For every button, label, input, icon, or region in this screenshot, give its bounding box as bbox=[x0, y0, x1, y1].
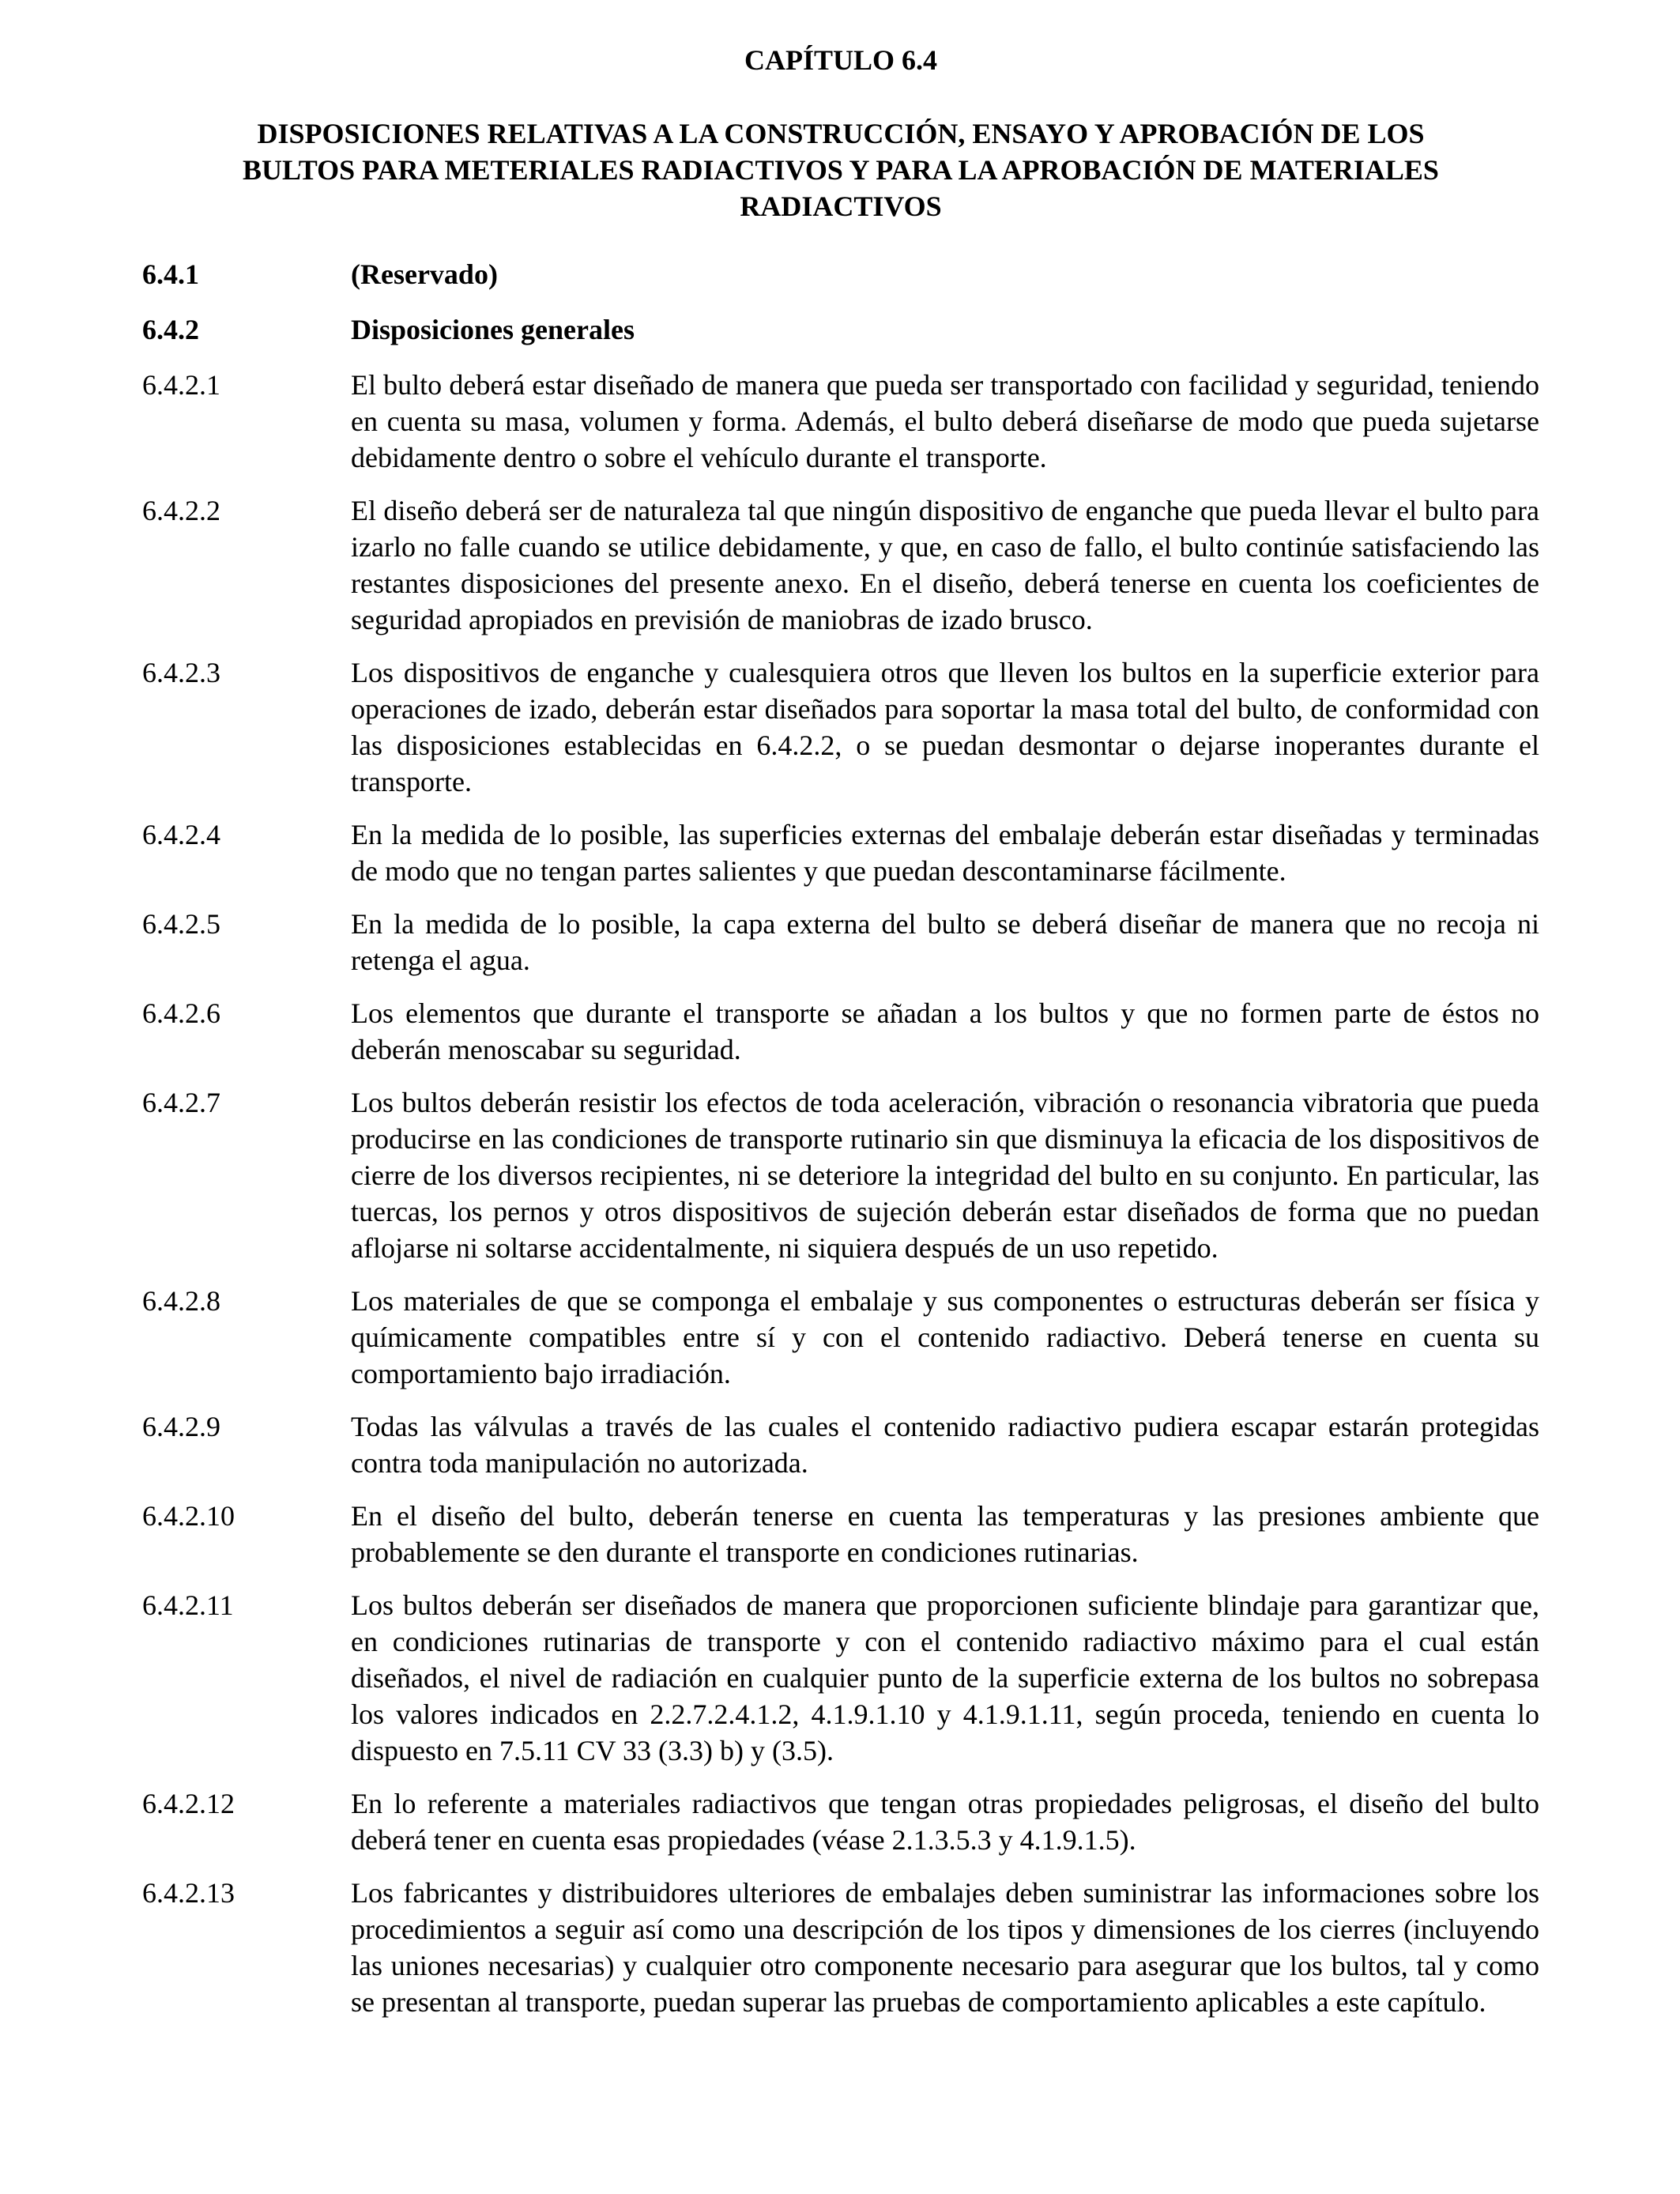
paragraph-text: En lo referente a materiales radiactivos que tengan otras propiedades peligrosas, el diseño del bulto deberá tener en cuenta esas propiedades (véase 2.1.3.5.3 y 4.1.9.1.5). bbox=[351, 1788, 1539, 1856]
paragraph-number: 6.4.2.11 bbox=[142, 1589, 234, 1621]
paragraph-number: 6.4.2.3 bbox=[142, 657, 220, 688]
paragraph-number: 6.4.2.2 bbox=[142, 495, 220, 526]
paragraph-text: Los elementos que durante el transporte se añadan a los bultos y que no formen parte de éstos no deberán menoscabar su seguridad. bbox=[351, 997, 1539, 1065]
paragraph-text: En la medida de lo posible, la capa externa del bulto se deberá diseñar de manera que no recoja ni retenga el agua. bbox=[351, 908, 1539, 976]
paragraph-text: El diseño deberá ser de naturaleza tal que ningún dispositivo de enganche que pueda llevar el bulto para izarlo no falle cuando se utilice debidamente, y que, en caso de fallo, el bulto continúe satisfaciendo las restantes disposiciones del presente anexo. En el diseño, deberá tenerse en cuenta los coeficientes de seguridad apropiados en previsión de maniobras de izado brusco. bbox=[351, 495, 1539, 635]
document-page bbox=[142, 35, 1539, 2037]
paragraph bbox=[142, 1283, 1539, 1392]
paragraph-text: Los fabricantes y distribuidores ulteriores de embalajes deben suministrar las informaciones sobre los procedimientos a seguir así como una descripción de los tipos y dimensiones de los cierres (incluyendo las uniones necesarias) y cualquier otro componente necesario para asegurar que los bultos, tal y como se presentan al transporte, puedan superar las pruebas de comportamiento aplicables a este capítulo. bbox=[351, 1877, 1539, 2018]
paragraph-number: 6.4.2.7 bbox=[142, 1087, 220, 1118]
paragraph-number: 6.4.2.6 bbox=[142, 997, 220, 1029]
paragraph-text: El bulto deberá estar diseñado de manera que pueda ser transportado con facilidad y seguridad, teniendo en cuenta su masa, volumen y forma. Además, el bulto deberá diseñarse de modo que pueda sujetarse debidamente dentro o sobre el vehículo durante el transporte. bbox=[351, 369, 1539, 473]
main-title bbox=[142, 115, 1539, 224]
main-title-line: DISPOSICIONES RELATIVAS A LA CONSTRUCCIÓN, ENSAYO Y APROBACIÓN DE LOS bbox=[257, 118, 1425, 149]
paragraph bbox=[142, 1498, 1539, 1570]
paragraph-text: Todas las válvulas a través de las cuales el contenido radiactivo pudiera escapar estarán protegidas contra toda manipulación no autorizada. bbox=[351, 1411, 1539, 1479]
paragraph-number: 6.4.2.5 bbox=[142, 908, 220, 940]
paragraph-number: 6.4.2.13 bbox=[142, 1877, 235, 1909]
paragraph-number: 6.4.2.10 bbox=[142, 1500, 235, 1532]
chapter-title: CAPÍTULO 6.4 bbox=[744, 44, 938, 76]
paragraph-text: En el diseño del bulto, deberán tenerse en cuenta las temperaturas y las presiones ambiente que probablemente se den durante el transporte en condiciones rutinarias. bbox=[351, 1500, 1539, 1568]
paragraph-text: En la medida de lo posible, las superficies externas del embalaje deberán estar diseñadas y terminadas de modo que no tengan partes salientes y que puedan descontaminarse fácilmente. bbox=[351, 819, 1539, 887]
main-title-line: RADIACTIVOS bbox=[740, 190, 942, 222]
paragraph bbox=[142, 1408, 1539, 1481]
paragraph-text: Los dispositivos de enganche y cualesquiera otros que lleven los bultos en la superficie exterior para operaciones de izado, deberán estar diseñados para soportar la masa total del bulto, de conformidad con las disposiciones establecidas en 6.4.2.2, o se puedan desmontar o dejarse inoperantes durante el transporte. bbox=[351, 657, 1539, 797]
paragraph bbox=[142, 995, 1539, 1068]
paragraph bbox=[142, 654, 1539, 800]
section-number: 6.4.2 bbox=[142, 314, 199, 345]
section-heading bbox=[142, 311, 1539, 348]
paragraph-number: 6.4.2.9 bbox=[142, 1411, 220, 1442]
paragraph bbox=[142, 492, 1539, 638]
section-heading bbox=[142, 256, 1539, 292]
paragraph bbox=[142, 1084, 1539, 1266]
paragraph bbox=[142, 816, 1539, 889]
paragraph bbox=[142, 367, 1539, 476]
section-number: 6.4.1 bbox=[142, 258, 199, 290]
paragraph bbox=[142, 1785, 1539, 1858]
section-title: (Reservado) bbox=[351, 258, 498, 290]
paragraph bbox=[142, 1587, 1539, 1769]
paragraph-text: Los bultos deberán ser diseñados de manera que proporcionen suficiente blindaje para garantizar que, en condiciones rutinarias de transporte y con el contenido radiactivo máximo para el cual están diseñados, el nivel de radiación en cualquier punto de la superficie externa de los bultos no sobrepasa los valores indicados en 2.2.7.2.4.1.2, 4.1.9.1.10 y 4.1.9.1.11, según proceda, teniendo en cuenta lo dispuesto en 7.5.11 CV 33 (3.3) b) y (3.5). bbox=[351, 1589, 1539, 1766]
paragraph bbox=[142, 1875, 1539, 2020]
paragraph-number: 6.4.2.8 bbox=[142, 1285, 220, 1317]
paragraph-number: 6.4.2.4 bbox=[142, 819, 220, 850]
section-title: Disposiciones generales bbox=[351, 314, 635, 345]
main-title-line: BULTOS PARA METERIALES RADIACTIVOS Y PARA LA APROBACIÓN DE MATERIALES bbox=[243, 154, 1439, 186]
paragraph bbox=[142, 906, 1539, 978]
paragraph-text: Los bultos deberán resistir los efectos de toda aceleración, vibración o resonancia vibratoria que pueda producirse en las condiciones de transporte rutinario sin que disminuya la eficacia de los dispositivos de cierre de los diversos recipientes, ni se deteriore la integridad del bulto en su conjunto. En particular, las tuercas, los pernos y otros dispositivos de sujeción deberán estar diseñados de forma que no puedan aflojarse ni soltarse accidentalmente, ni siquiera después de un uso repetido. bbox=[351, 1087, 1539, 1264]
paragraph-number: 6.4.2.1 bbox=[142, 369, 220, 401]
paragraph-number: 6.4.2.12 bbox=[142, 1788, 235, 1819]
paragraph-text: Los materiales de que se componga el embalaje y sus componentes o estructuras deberán ser física y químicamente compatibles entre sí y con el contenido radiactivo. Deberá tenerse en cuenta su comportamiento bajo irradiación. bbox=[351, 1285, 1539, 1389]
